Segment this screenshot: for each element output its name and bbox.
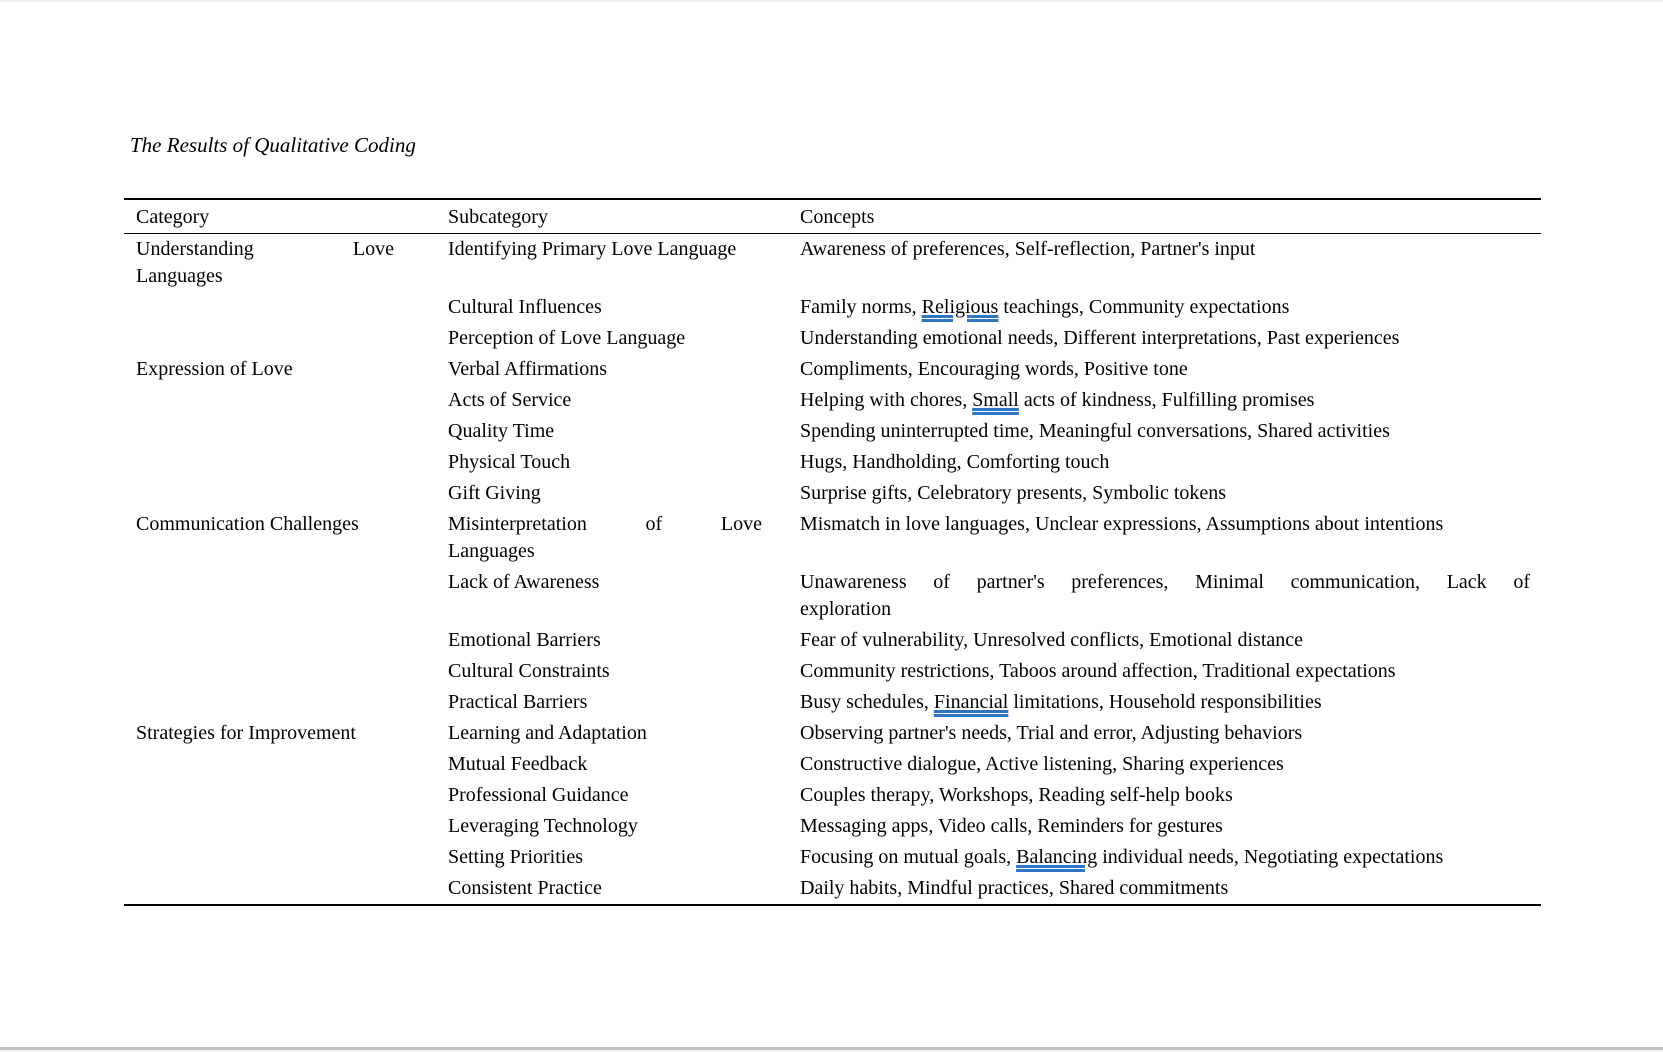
concepts-cell: Helping with chores, Small acts of kindness, Fulfilling promises (800, 389, 1315, 411)
table-row (124, 687, 1541, 718)
concepts-cell: Spending uninterrupted time, Meaningful conversations, Shared activities (800, 420, 1390, 442)
category-cell (124, 842, 434, 873)
category-cell (124, 873, 434, 905)
category-cell: Communication Challenges (136, 513, 359, 535)
concepts-cell: Messaging apps, Video calls, Reminders for gestures (800, 815, 1223, 837)
subcategory-cell: Learning and Adaptation (448, 722, 647, 744)
table-row (124, 567, 1541, 625)
table-header-row (124, 199, 1541, 234)
concepts-cell: Busy schedules, Financial limitations, Household responsibilities (800, 691, 1322, 713)
subcategory-cell: Verbal Affirmations (448, 358, 608, 380)
subcategory-cell: Lack of Awareness (448, 571, 600, 593)
grammar-underlined-word: Small (972, 389, 1019, 411)
concepts-cell: Daily habits, Mindful practices, Shared commitments (800, 877, 1229, 899)
table-row (124, 509, 1541, 567)
subcategory-cell: Perception of Love Language (448, 327, 686, 349)
subcategory-cell: Acts of Service (448, 389, 572, 411)
subcategory-cell: Consistent Practice (448, 877, 602, 899)
table-row (124, 354, 1541, 385)
subcategory-cell: Identifying Primary Love Language (448, 238, 737, 260)
table-row (124, 842, 1541, 873)
grammar-underlined-word: Financial (933, 691, 1009, 713)
column-header-category: Category (124, 199, 434, 234)
category-cell (124, 567, 434, 625)
subcategory-cell: Physical Touch (448, 451, 571, 473)
table-row (124, 656, 1541, 687)
subcategory-cell: Misinterpretation of Love Languages (448, 513, 762, 562)
concepts-cell: Focusing on mutual goals, Balancing individual needs, Negotiating expectations (800, 846, 1444, 868)
category-cell (124, 656, 434, 687)
table-row (124, 873, 1541, 905)
category-cell (124, 416, 434, 447)
grammar-underlined-word: Balancing (1016, 846, 1098, 868)
table-row (124, 811, 1541, 842)
subcategory-cell: Cultural Influences (448, 296, 602, 318)
table-title: The Results of Qualitative Coding (130, 133, 416, 157)
category-cell (124, 447, 434, 478)
table-row (124, 478, 1541, 509)
concepts-cell: Family norms, Religious teachings, Community expectations (800, 296, 1290, 318)
subcategory-cell: Setting Priorities (448, 846, 583, 868)
subcategory-cell: Emotional Barriers (448, 629, 601, 651)
concepts-cell: Couples therapy, Workshops, Reading self-help books (800, 784, 1233, 806)
subcategory-cell: Cultural Constraints (448, 660, 610, 682)
table-row (124, 625, 1541, 656)
concepts-cell: Mismatch in love languages, Unclear expressions, Assumptions about intentions (800, 513, 1444, 535)
table-row (124, 749, 1541, 780)
table-row (124, 292, 1541, 323)
category-cell (124, 811, 434, 842)
category-cell: Strategies for Improvement (136, 722, 356, 744)
table-row (124, 718, 1541, 749)
category-cell (124, 780, 434, 811)
table-row (124, 385, 1541, 416)
concepts-cell: Compliments, Encouraging words, Positive tone (800, 358, 1188, 380)
qualitative-coding-table (124, 198, 1541, 906)
concepts-cell: Understanding emotional needs, Different interpretations, Past experiences (800, 327, 1400, 349)
subcategory-cell: Practical Barriers (448, 691, 588, 713)
subcategory-cell: Leveraging Technology (448, 815, 638, 837)
category-cell: Understanding Love Languages (136, 238, 394, 287)
subcategory-cell: Gift Giving (448, 482, 541, 504)
table-row (124, 323, 1541, 354)
table-row (124, 780, 1541, 811)
table-row (124, 234, 1541, 293)
concepts-cell: Surprise gifts, Celebratory presents, Symbolic tokens (800, 482, 1227, 504)
table-row (124, 416, 1541, 447)
concepts-cell: Fear of vulnerability, Unresolved conflicts, Emotional distance (800, 629, 1304, 651)
category-cell (124, 323, 434, 354)
page-top-edge (0, 0, 1663, 3)
table-body (124, 234, 1541, 906)
category-cell (124, 749, 434, 780)
concepts-cell: Constructive dialogue, Active listening, Sharing experiences (800, 753, 1284, 775)
category-cell (124, 625, 434, 656)
subcategory-cell: Professional Guidance (448, 784, 629, 806)
concepts-cell: Community restrictions, Taboos around affection, Traditional expectations (800, 660, 1396, 682)
category-cell: Expression of Love (136, 358, 293, 380)
concepts-cell: Hugs, Handholding, Comforting touch (800, 451, 1110, 473)
concepts-cell: Unawareness of partner's preferences, Minimal communication, Lack of exploration (800, 571, 1530, 620)
category-cell (124, 385, 434, 416)
column-header-concepts: Concepts (786, 199, 1541, 234)
subcategory-cell: Mutual Feedback (448, 753, 588, 775)
category-cell (124, 687, 434, 718)
subcategory-cell: Quality Time (448, 420, 555, 442)
category-cell (124, 292, 434, 323)
table-row (124, 447, 1541, 478)
category-cell (124, 478, 434, 509)
concepts-cell: Awareness of preferences, Self-reflection, Partner's input (800, 238, 1256, 260)
grammar-underlined-word: Religious (921, 296, 999, 318)
concepts-cell: Observing partner's needs, Trial and error, Adjusting behaviors (800, 722, 1303, 744)
column-header-subcategory: Subcategory (434, 199, 786, 234)
